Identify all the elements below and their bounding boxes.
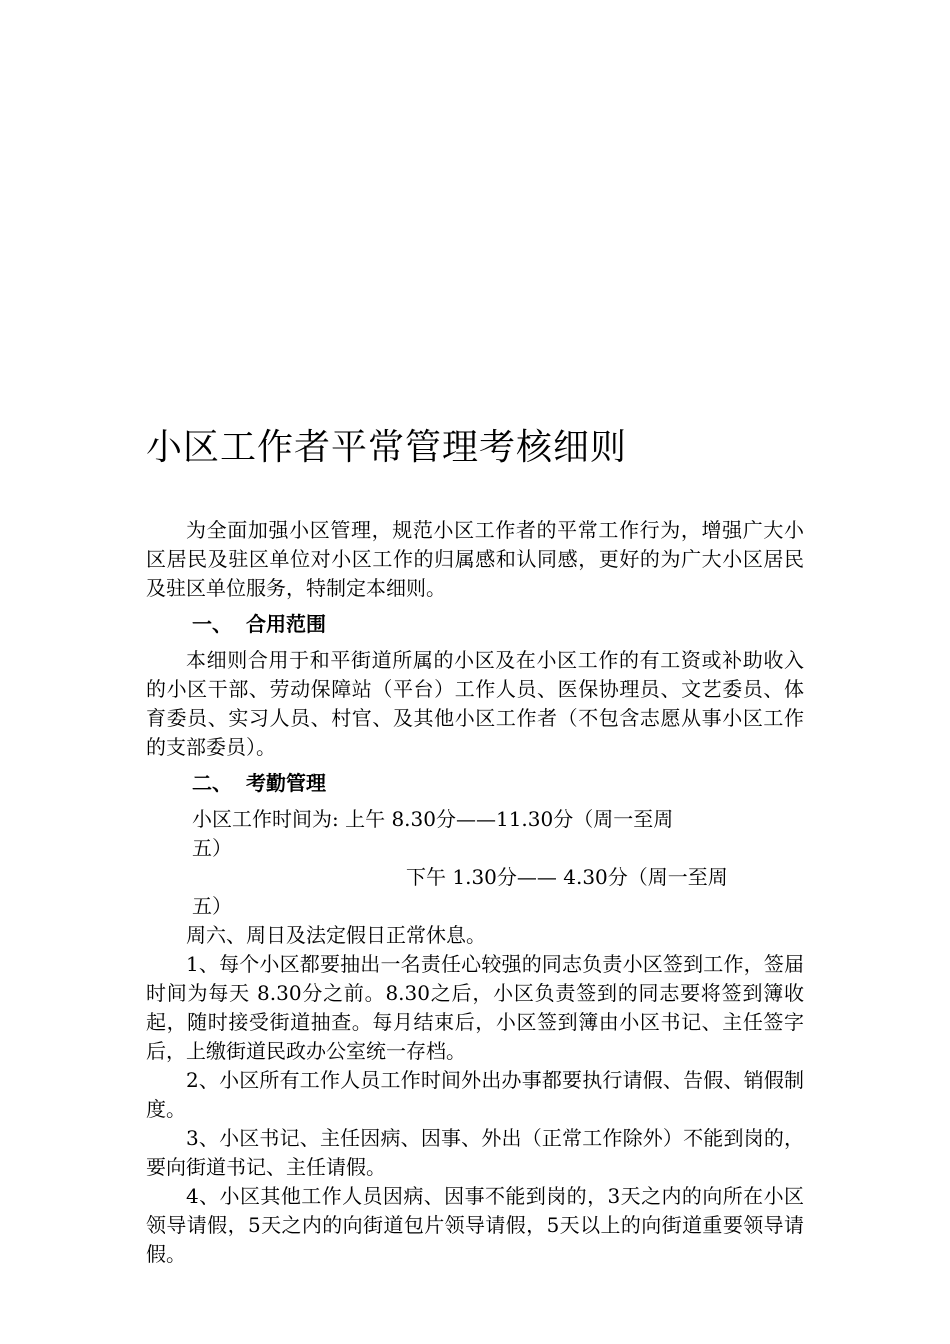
section-heading-text: 合用范围 (246, 612, 326, 636)
section-number: 一、 (192, 612, 232, 636)
attendance-item: 2、小区所有工作人员工作时间外出办事都要执行请假、告假、销假制度。 (146, 1068, 804, 1121)
work-hours-morning: 小区工作时间为: 上午 8.30分——11.30分（周一至周 (192, 807, 674, 831)
document-title: 小区工作者平常管理考核细则 (146, 427, 628, 468)
scope-paragraph: 本细则合用于和平街道所属的小区及在小区工作的有工资或补助收入的小区干部、劳动保障站（平台）工作人员、医保协理员、文艺委员、体育委员、实习人员、村官、及其他小区工作者（不包含志愿从事小区工作的支部委员）。 (146, 648, 804, 759)
section-heading-attendance (146, 767, 804, 800)
section-heading-text: 考勤管理 (246, 771, 326, 795)
attendance-item: 1、每个小区都要抽出一名责任心较强的同志负责小区签到工作，签届时间为每天 8.30分之前。8.30之后，小区负责签到的同志要将签到簿收起，随时接受街道抽查。每月结束后，小区签到簿由小区书记、主任签字后，上缴街道民政办公室统一存档。 (146, 952, 804, 1063)
work-hours-block (146, 805, 804, 921)
section-heading-scope (146, 608, 804, 641)
work-hours-morning-tail: 五） (192, 836, 232, 860)
intro-paragraph: 为全面加强小区管理，规范小区工作者的平常工作行为，增强广大小区居民及驻区单位对小区工作的归属感和认同感，更好的为广大小区居民及驻区单位服务，特制定本细则。 (146, 518, 804, 600)
rest-note: 周六、周日及法定假日正常休息。 (186, 923, 486, 947)
document-body (146, 516, 804, 1269)
section-number: 二、 (192, 771, 232, 795)
work-hours-afternoon: 下午 1.30分—— 4.30分（周一至周 (406, 865, 728, 889)
attendance-item: 4、小区其他工作人员因病、因事不能到岗的，3天之内的向所在小区领导请假，5天之内的向街道包片领导请假，5天以上的向街道重要领导请假。 (146, 1184, 804, 1266)
attendance-item: 3、小区书记、主任因病、因事、外出（正常工作除外）不能到岗的，要向街道书记、主任请假。 (146, 1126, 804, 1179)
work-hours-afternoon-tail: 五） (192, 894, 232, 918)
